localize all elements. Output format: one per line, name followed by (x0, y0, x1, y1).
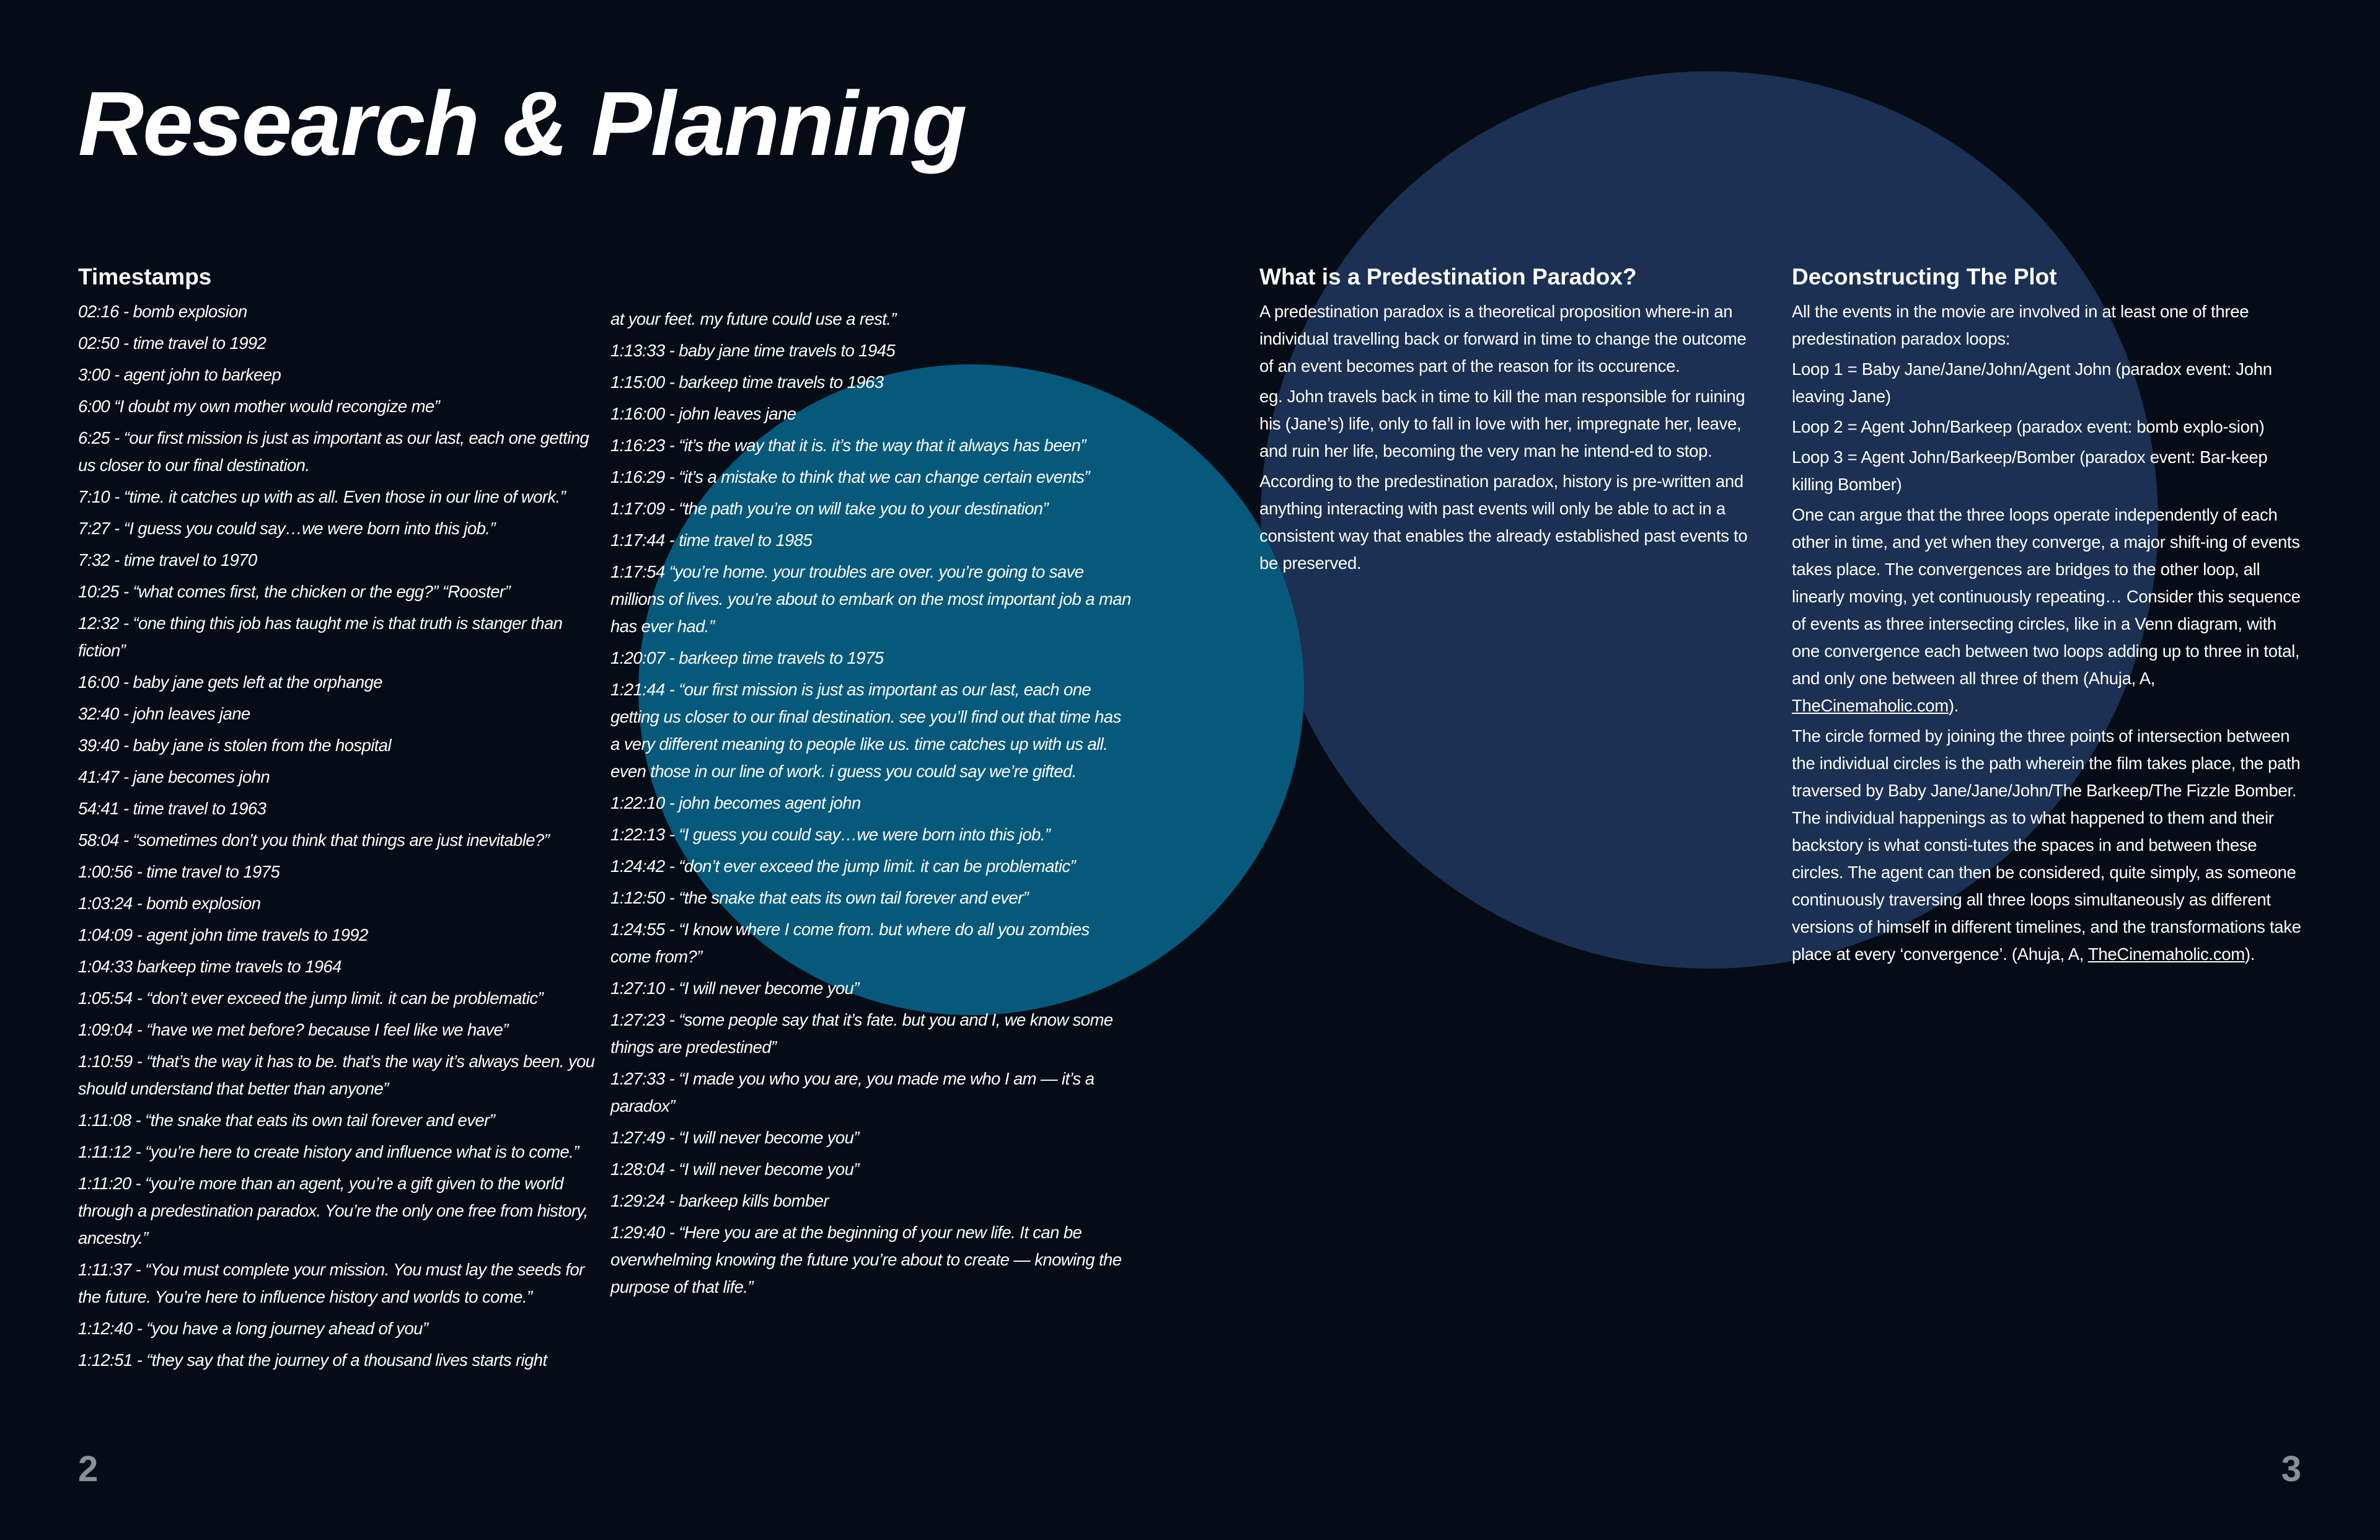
timestamp-entry: 7:10 - “time. it catches up with as all. Even those in our line of work.” (78, 487, 566, 506)
timestamp-entry: 3:00 - agent john to barkeep (78, 365, 281, 384)
timestamp-entry: 6:25 - “our first mission is just as important as our last, each one getting us closer to our final destination. (78, 428, 589, 475)
timestamp-entry: 1:12:50 - “the snake that eats its own tail forever and ever” (610, 888, 1029, 907)
timestamp-entry: 1:17:44 - time travel to 1985 (610, 530, 813, 550)
timestamp-entry: 1:22:10 - john becomes agent john (610, 793, 861, 812)
page-number-right: 3 (2281, 1449, 2301, 1489)
timestamp-entry: 1:12:51 - “they say that the journey of a thousand lives starts right (78, 1350, 547, 1370)
paradox-section (1259, 263, 1755, 580)
timestamp-entry: 1:29:24 - barkeep kills bomber (610, 1191, 829, 1210)
timestamp-entry: 1:29:40 - “Here you are at the beginning of your new life. It can be overwhelming knowing the future you’re about to create — knowing the purpose of that life.” (610, 1223, 1122, 1296)
timestamp-entry: 1:16:23 - “it’s the way that it is. it’s the way that it always has been” (610, 436, 1086, 455)
timestamp-entry: 1:05:54 - “don’t ever exceed the jump limit. it can be problematic” (78, 988, 544, 1008)
timestamp-entry: 1:20:07 - barkeep time travels to 1975 (610, 648, 884, 667)
timestamp-entry: 41:47 - jane becomes john (78, 767, 270, 786)
loop-item: Loop 1 = Baby Jane/Jane/John/Agent John (paradox event: John leaving Jane) (1792, 359, 2272, 406)
timestamp-entry: 7:27 - “I guess you could say…we were born into this job.” (78, 519, 495, 538)
timestamp-entry: 16:00 - baby jane gets left at the orphange (78, 672, 382, 692)
timestamp-entry: 1:27:10 - “I will never become you” (610, 979, 859, 998)
timestamp-entry: 1:09:04 - “have we met before? because I feel like we have” (78, 1020, 508, 1039)
plot-intro: All the events in the movie are involved in at least one of three predestination paradox loops: (1792, 302, 2249, 348)
timestamp-entry: 1:13:33 - baby jane time travels to 1945 (610, 341, 896, 360)
timestamp-entry: 12:32 - “one thing this job has taught me is that truth is stanger than fiction” (78, 614, 563, 660)
timestamp-entry: 54:41 - time travel to 1963 (78, 799, 267, 818)
source-link[interactable]: TheCinemaholic.com (1792, 696, 1949, 715)
timestamps-heading: Timestamps (78, 264, 212, 289)
timestamps-column-1 (78, 263, 605, 1378)
timestamp-entry: 02:16 - bomb explosion (78, 302, 247, 321)
paradox-heading: What is a Predestination Paradox? (1259, 264, 1637, 289)
loop-item: Loop 3 = Agent John/Barkeep/Bomber (paradox event: Bar-keep killing Bomber) (1792, 447, 2268, 494)
timestamps-list-1 (78, 298, 605, 1374)
timestamp-entry: 02:50 - time travel to 1992 (78, 333, 267, 353)
plot-paragraph-text: The circle formed by joining the three points of intersection between the individual circles is the path wherein the film takes place, the path traversed by Baby Jane/Jane/John/The Barkeep/The Fizzle Bomber. The individual happenings as to what happened to them and their backstory is what consti-tutes the spaces in and between these circles. The agent can then be considered, quite simply, as someone continuously traversing all three loops simultaneously as different versions of himself in different timelines, and the transformations take place at every ‘convergence’. (Ahuja, A, (1792, 726, 2301, 964)
page-number-left: 2 (78, 1449, 99, 1489)
plot-heading: Deconstructing The Plot (1792, 264, 2057, 289)
timestamp-entry: 39:40 - baby jane is stolen from the hospital (78, 736, 391, 755)
timestamp-entry: 1:03:24 - bomb explosion (78, 894, 261, 913)
timestamp-entry: 1:04:33 barkeep time travels to 1964 (78, 957, 342, 976)
source-link[interactable]: TheCinemaholic.com (2087, 944, 2245, 964)
timestamp-entry: 1:04:09 - agent john time travels to 1992 (78, 925, 368, 944)
timestamps-column-2 (610, 306, 1131, 1305)
timestamp-entry: 1:27:49 - “I will never become you” (610, 1128, 859, 1147)
timestamp-entry: 58:04 - “sometimes don’t you think that things are just inevitable?” (78, 830, 550, 850)
plot-paragraph (1792, 723, 2306, 968)
page-title: Research & Planning (78, 73, 966, 175)
loop-item: Loop 2 = Agent John/Barkeep (paradox event: bomb explo-sion) (1792, 417, 2265, 436)
paradox-paragraph: eg. John travels back in time to kill the man responsible for ruining his (Jane’s) life, only to fall in love with her, impregnate her, leave, and ruin her life, becoming the very man he intend-ed to stop. (1259, 387, 1745, 460)
timestamp-entry: 1:27:33 - “I made you who you are, you made me who I am — it’s a paradox” (610, 1069, 1095, 1115)
timestamp-entry: 32:40 - john leaves jane (78, 704, 250, 723)
timestamp-entry: 1:00:56 - time travel to 1975 (78, 862, 280, 881)
plot-paragraph-end: ). (2244, 944, 2255, 964)
timestamp-entry: at your feet. my future could use a rest.” (610, 309, 896, 328)
timestamp-entry: 1:22:13 - “I guess you could say…we were born into this job.” (610, 825, 1051, 844)
timestamp-entry: 1:11:12 - “you’re here to create history and influence what is to come.” (78, 1142, 579, 1161)
timestamp-entry: 1:16:00 - john leaves jane (610, 404, 796, 423)
timestamp-entry: 1:28:04 - “I will never become you” (610, 1159, 859, 1179)
timestamp-entry: 1:11:37 - “You must complete your mission. You must lay the seeds for the future. You’re here to influence history and worlds to come.” (78, 1260, 584, 1306)
paradox-paragraph: A predestination paradox is a theoretical proposition where-in an individual travelling back or forward in time to change the outcome of an event becomes part of the reason for its occurence. (1259, 302, 1747, 376)
timestamp-entry: 1:11:08 - “the snake that eats its own tail forever and ever” (78, 1111, 495, 1130)
timestamp-entry: 1:10:59 - “that’s the way it has to be. that’s the way it’s always been. you should understand that better than anyone” (78, 1052, 595, 1098)
timestamp-entry: 7:32 - time travel to 1970 (78, 550, 257, 570)
timestamp-entry: 1:21:44 - “our first mission is just as important as our last, each one getting us closer to our final destination. see you’ll find out that time has a very different meaning to people like us. time catches up with us all. even those in our line of work. i guess you could say we’re gifted. (610, 680, 1121, 781)
timestamp-entry: 1:17:09 - “the path you’re on will take you to your destination” (610, 499, 1049, 518)
plot-paragraph (1792, 501, 2306, 719)
plot-section (1792, 263, 2306, 971)
timestamp-entry: 10:25 - “what comes first, the chicken or the egg?” “Rooster” (78, 582, 511, 601)
timestamp-entry: 1:16:29 - “it’s a mistake to think that we can change certain events” (610, 467, 1090, 486)
timestamp-entry: 1:24:42 - “don’t ever exceed the jump limit. it can be problematic” (610, 856, 1076, 876)
timestamp-entry: 1:24:55 - “I know where I come from. but where do all you zombies come from?” (610, 920, 1090, 966)
paradox-paragraph: According to the predestination paradox, history is pre-written and anything interacting with past events will only be able to act in a consistent way that enables the already established past events to be preserved. (1259, 472, 1748, 573)
timestamp-entry: 1:27:23 - “some people say that it’s fate. but you and I, we know some things are predestined” (610, 1010, 1113, 1057)
timestamp-entry: 1:17:54 “you’re home. your troubles are over. you’re going to save millions of lives. you’re about to embark on the most important job a man has ever had.” (610, 562, 1131, 636)
timestamp-entry: 1:15:00 - barkeep time travels to 1963 (610, 372, 884, 392)
timestamp-entry: 1:12:40 - “you have a long journey ahead of you” (78, 1319, 428, 1338)
plot-paragraph-text: One can argue that the three loops operate independently of each other in time, and yet when they converge, a major shift-ing of events takes place. The convergences are bridges to the other loop, all linearly moving, yet continuously repeating… Consider this sequence of events as three intersecting circles, like in a Venn diagram, with one convergence each between two loops adding up to three in total, and only one between all three of them (Ahuja, A, (1792, 505, 2301, 688)
timestamps-list-2 (610, 306, 1131, 1301)
timestamp-entry: 1:11:20 - “you’re more than an agent, you’re a gift given to the world through a predestination paradox. You’re the only one free from history, ancestry.” (78, 1174, 588, 1247)
plot-paragraph-end: ). (1948, 696, 1959, 715)
timestamp-entry: 6:00 “I doubt my own mother would recongize me” (78, 397, 440, 416)
